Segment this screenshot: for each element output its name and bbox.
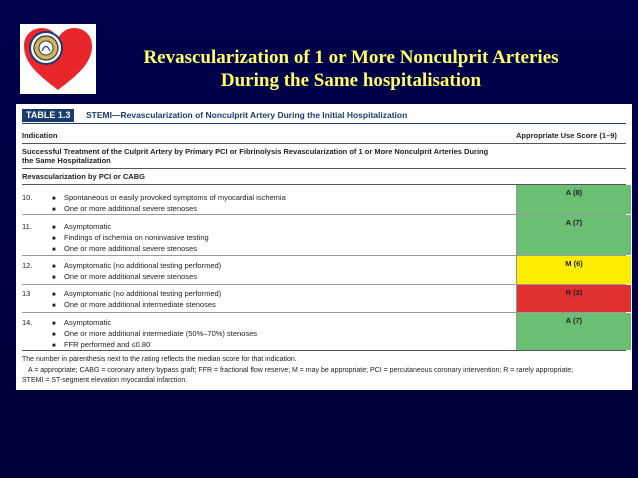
slide-title — [108, 46, 594, 92]
section-line1: Successful Treatment of the Culprit Artery by Primary PCI or Fibrinolysis Revascularization of 1 or More Nonculprit Arteries During — [22, 147, 489, 156]
logo — [20, 24, 96, 94]
bullet-item: ■ One or more additional severe stenoses — [52, 272, 221, 283]
score-cell-11 — [517, 215, 631, 255]
row-number: 13 — [22, 289, 31, 298]
row-divider — [22, 214, 626, 215]
slide-title-line2: During the Same hospitalisation — [220, 70, 482, 91]
bullet-item: ■ Asymptomatic (no additional testing performed) — [52, 261, 221, 272]
table-header — [22, 109, 626, 124]
bullet-item: ■ One or more additional intermediate (50%–70%) stenoses — [52, 329, 257, 340]
row-number: 10. — [22, 193, 33, 202]
footnote: The number in parenthesis next to the rating reflects the median score for that indication. — [22, 356, 297, 363]
footnote: STEMI = ST-segment elevation myocardial infarction. — [22, 377, 188, 384]
section-line2: the Same Hospitalization — [22, 156, 111, 165]
bullet-item: ■ Asymptomatic — [52, 318, 257, 329]
divider — [22, 143, 626, 144]
col-score: Appropriate Use Score (1–9) — [516, 131, 617, 140]
score-10: A (8) — [565, 188, 583, 197]
row-number: 14. — [22, 318, 33, 327]
score-cell-13 — [517, 285, 631, 312]
row-indication — [52, 222, 209, 255]
score-cell-14 — [517, 313, 631, 350]
table-title: STEMI—Revascularization of Nonculprit Artery During the Initial Hospitalization — [86, 110, 408, 120]
score-cell-12 — [517, 256, 631, 284]
bullet-item: ■ One or more additional severe stenoses — [52, 244, 209, 255]
score-14: A (7) — [565, 316, 583, 325]
column-divider — [516, 185, 517, 350]
row-divider — [22, 312, 626, 313]
row-divider — [22, 255, 626, 256]
subsection: Revascularization by PCI or CABG — [22, 172, 145, 181]
row-indication — [52, 289, 221, 311]
row-number: 11. — [22, 222, 32, 231]
row-indication — [52, 193, 286, 215]
slide-title-line1: Revascularization of 1 or More Nonculprit Arteries — [143, 47, 559, 68]
bullet-item: ■ Findings of ischemia on noninvasive testing — [52, 233, 209, 244]
bullet-item: ■ One or more additional severe stenoses — [52, 204, 286, 215]
row-number: 12. — [22, 261, 33, 270]
table-label: TABLE 1.3 — [22, 109, 74, 122]
bullet-item: ■ Spontaneous or easily provoked symptoms of myocardial ischemia — [52, 193, 286, 204]
bullet-item: ■ Asymptomatic (no additional testing performed) — [52, 289, 221, 300]
col-indication: Indication — [22, 131, 58, 140]
footnote: A = appropriate; CABG = coronary artery bypass graft; FFR = fractional flow reserve; M = may be appropriate; PCI = percutaneous coronary intervention; R = rarely appropriate; — [28, 367, 574, 374]
heart-emblem-icon — [20, 24, 96, 94]
score-cell-10 — [517, 185, 631, 214]
bullet-item: ■ FFR performed and ≤0.80 — [52, 340, 257, 351]
score-13: R (3) — [565, 288, 583, 297]
score-12: M (6) — [565, 259, 583, 268]
bullet-item: ■ Asymptomatic — [52, 222, 209, 233]
table-panel — [16, 104, 632, 390]
row-indication — [52, 261, 221, 283]
divider — [22, 350, 626, 351]
score-11: A (7) — [565, 218, 583, 227]
row-indication — [52, 318, 257, 351]
divider — [22, 168, 626, 169]
bullet-item: ■ One or more additional intermediate stenoses — [52, 300, 221, 311]
row-divider — [22, 284, 626, 285]
